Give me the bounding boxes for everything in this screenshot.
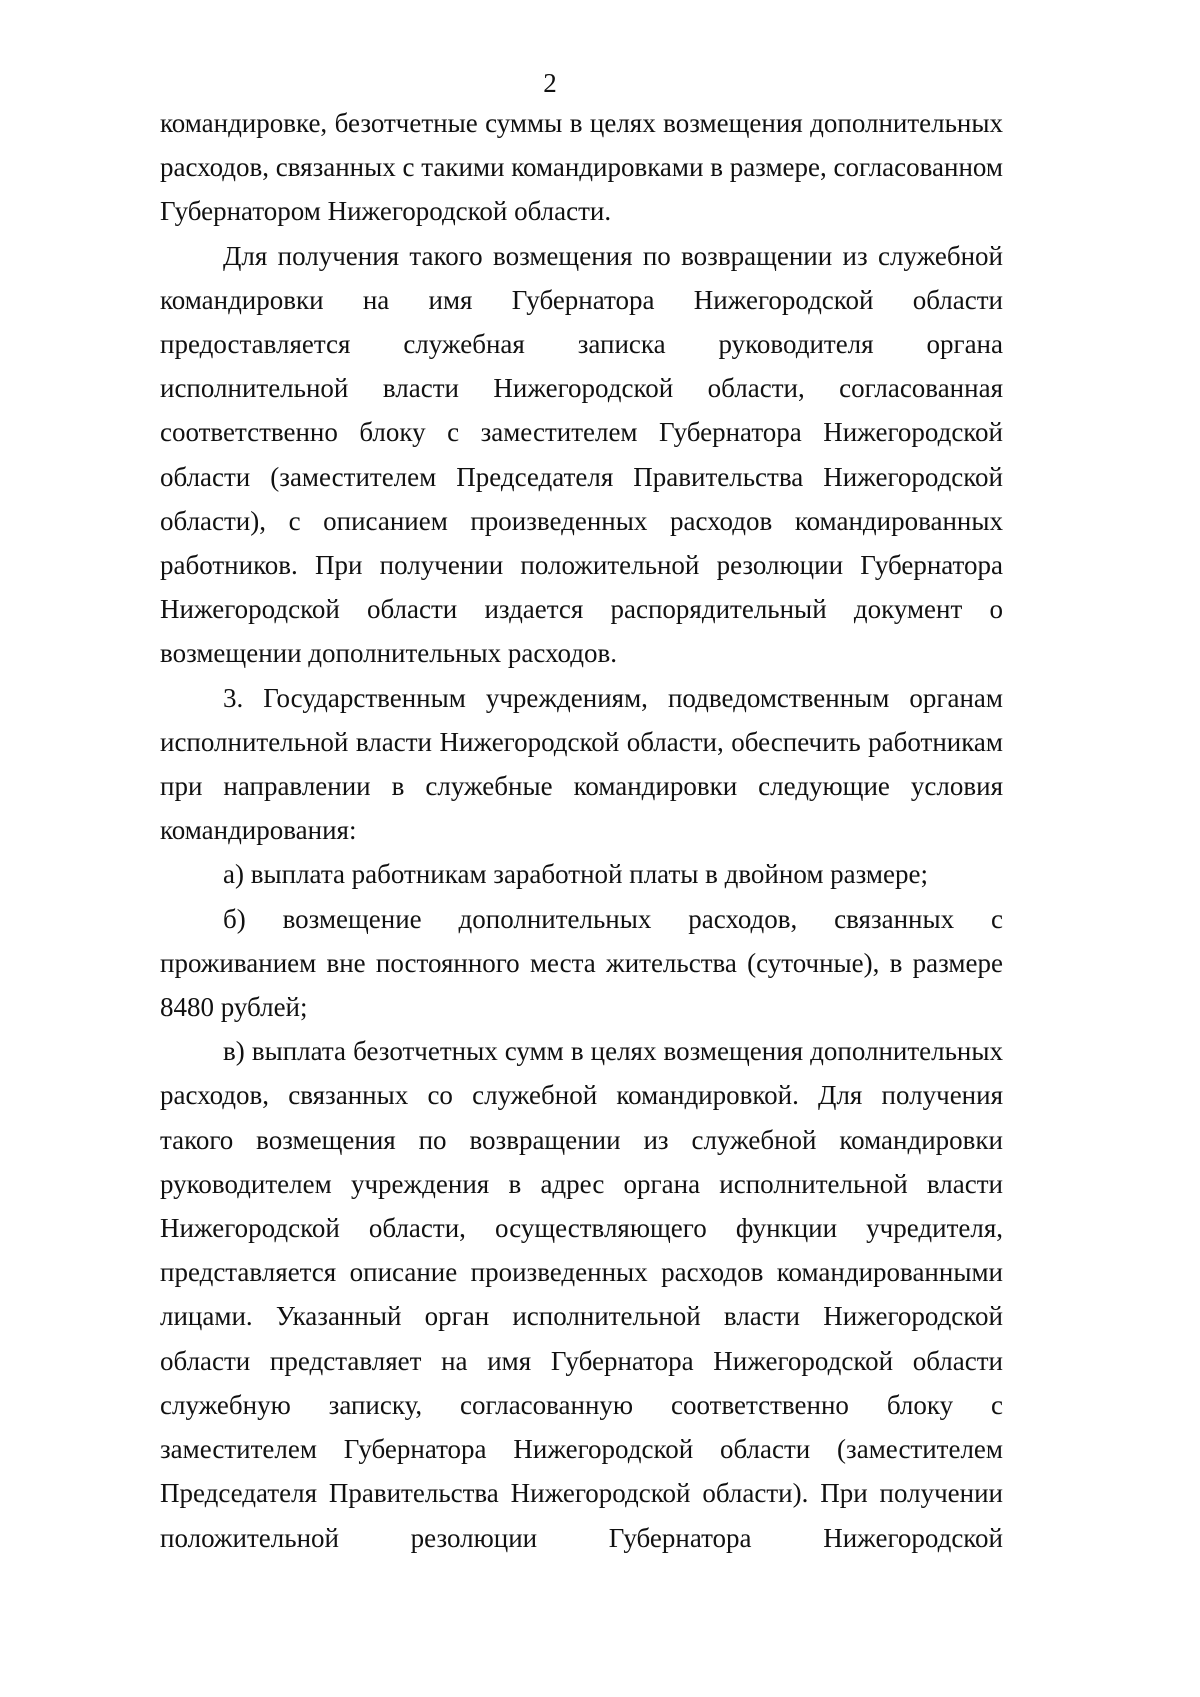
paragraph-subitem-a: а) выплата работникам заработной платы в двойном размере; <box>223 859 928 890</box>
paragraph-item-3: 3. Государственным учреждениям, подведомственным органам исполнительной власти Нижегородской области, обеспечить работникам при направлении в служебные командировки следующие условия командирования: <box>160 682 1003 846</box>
document-body <box>160 101 1003 1560</box>
paragraph-reimbursement: Для получения такого возмещения по возвращении из служебной командировки на имя Губернатора Нижегородской области предоставляется служебная записка руководителя органа исполнительной власти Нижегородской области, согласованная соответственно блоку с заместителем Губернатора Нижегородской области (заместителем Председателя Правительства Нижегородской области), с описанием произведенных расходов командированных работников. При получении положительной резолюции Губернатора Нижегородской области издается распорядительный документ о возмещении дополнительных расходов. <box>160 240 1003 669</box>
paragraph-subitem-b: б) возмещение дополнительных расходов, связанных с проживанием вне постоянного места жительства (суточные), в размере 8480 рублей; <box>160 903 1003 1023</box>
paragraph-continuation: командировке, безотчетные суммы в целях возмещения дополнительных расходов, связанных с такими командировками в размере, согласованном Губернатором Нижегородской области. <box>160 108 1003 227</box>
paragraph-subitem-v: в) выплата безотчетных сумм в целях возмещения дополнительных расходов, связанных со служебной командировкой. Для получения такого возмещения по возвращении из служебной командировки руководителем учреждения в адрес органа исполнительной власти Нижегородской области, осуществляющего функции учредителя, представляется описание произведенных расходов командированными лицами. Указанный орган исполнительной власти Нижегородской области представляет на имя Губернатора Нижегородской области служебную записку, согласованную соответственно блоку с заместителем Губернатора Нижегородской области (заместителем Председателя Правительства Нижегородской области). При получении положительной резолюции Губернатора Нижегородской <box>160 1036 1003 1553</box>
page-number: 2 <box>543 68 557 98</box>
